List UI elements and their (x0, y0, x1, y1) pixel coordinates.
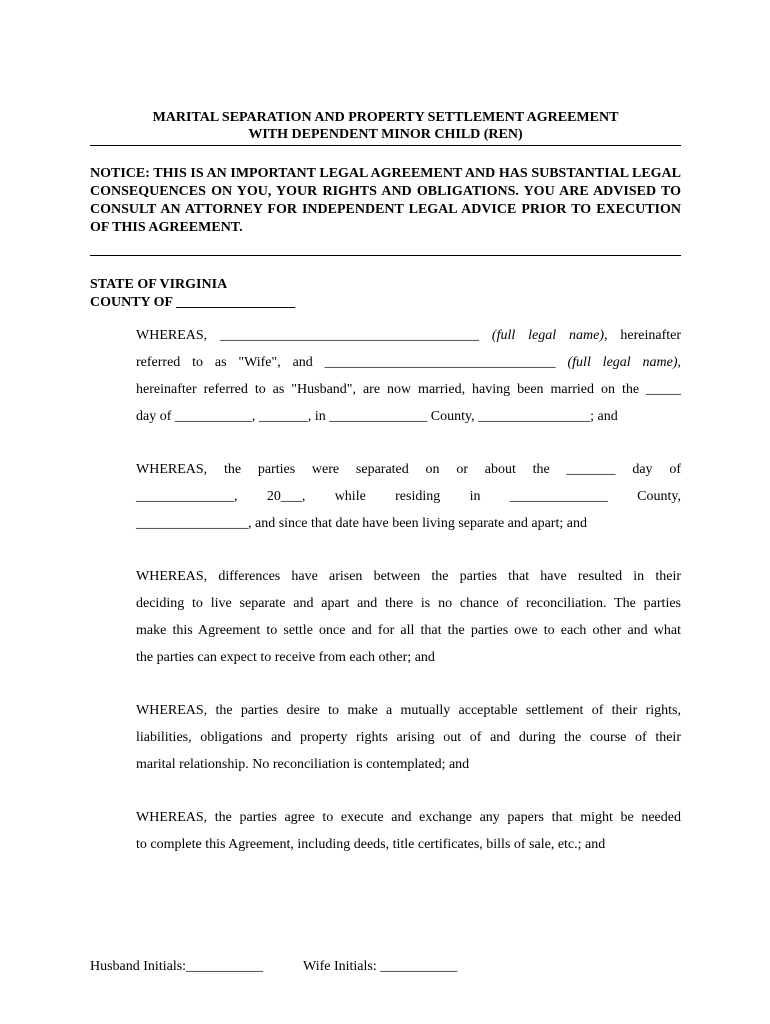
whereas-4-line-1: WHEREAS, the parties desire to make a mutually acceptable settlement of their rights, (136, 703, 681, 718)
whereas-1-line-1: WHEREAS, _____________________________________ (full legal name), hereinafter (136, 328, 681, 343)
husband-initials: Husband Initials:___________ (90, 959, 264, 974)
whereas-4-line-3: marital relationship. No reconciliation is contemplated; and (136, 757, 470, 772)
document-title-line2: WITH DEPENDENT MINOR CHILD (REN) (248, 127, 523, 142)
whereas-1-line-2: referred to as "Wife", and _________________________________ (full legal name), (136, 355, 682, 370)
whereas-2-line-2: ______________, 20___, while residing in ______________ County, (136, 489, 681, 504)
notice-paragraph: NOTICE: THIS IS AN IMPORTANT LEGAL AGREEMENT AND HAS SUBSTANTIAL LEGAL CONSEQUENCES ON YOU, YOUR RIGHTS AND OBLIGATIONS. YOU ARE ADVISED TO CONSULT AN ATTORNEY FOR INDEPENDENT LEGAL ADVICE PRIOR TO EXECUTION OF THIS AGREEMENT. (90, 166, 681, 235)
whereas-paragraph-1 (136, 322, 681, 430)
whereas-1-line-3: hereinafter referred to as "Husband", are now married, having been married on the _____ (136, 382, 681, 397)
whereas-2-line-3: ________________, and since that date have been living separate and apart; and (136, 516, 587, 531)
whereas-3-line-3: make this Agreement to settle once and for all that the parties owe to each other and what (136, 623, 681, 638)
state-heading: STATE OF VIRGINIA (90, 277, 228, 292)
whereas-3-line-4: the parties can expect to receive from each other; and (136, 650, 435, 665)
whereas-paragraph-5 (136, 804, 681, 858)
wife-initials: Wife Initials: ___________ (303, 959, 458, 974)
whereas-1-line-4: day of ___________, _______, in ______________ County, ________________; and (136, 409, 618, 424)
document-title-line1: MARITAL SEPARATION AND PROPERTY SETTLEMENT AGREEMENT (152, 110, 619, 125)
whereas-2-line-1: WHEREAS, the parties were separated on or about the _______ day of (136, 462, 681, 477)
whereas-paragraph-3 (136, 563, 681, 671)
initials-footer (90, 958, 457, 976)
whereas-paragraph-2 (136, 456, 681, 537)
whereas-3-line-1: WHEREAS, differences have arisen between the parties that have resulted in their (136, 569, 681, 584)
whereas-paragraph-4 (136, 697, 681, 778)
whereas-5-line-1: WHEREAS, the parties agree to execute and exchange any papers that might be needed (136, 810, 681, 825)
whereas-4-line-2: liabilities, obligations and property rights arising out of and during the course of their (136, 730, 681, 745)
county-heading: COUNTY OF _________________ (90, 295, 296, 310)
notice-rule (90, 255, 681, 256)
whereas-5-line-2: to complete this Agreement, including deeds, title certificates, bills of sale, etc.; and (136, 837, 606, 852)
title-rule (90, 145, 681, 146)
whereas-3-line-2: deciding to live separate and apart and there is no chance of reconciliation. The parties (136, 596, 681, 611)
